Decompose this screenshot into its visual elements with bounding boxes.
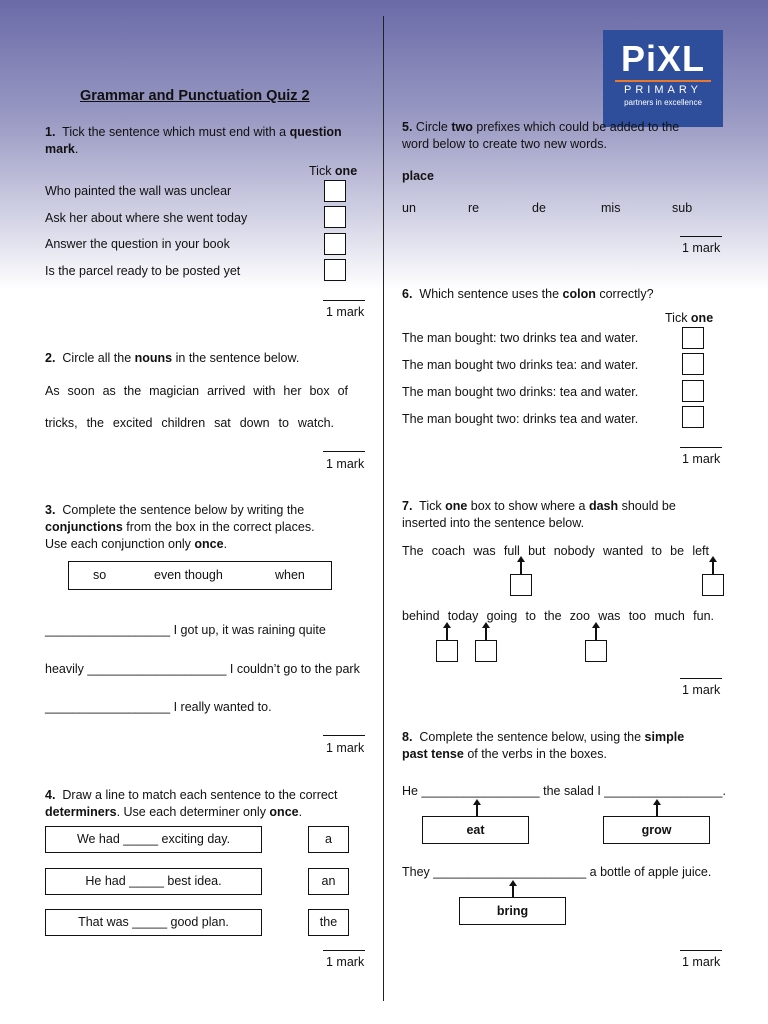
q5-text: Circle	[415, 120, 452, 134]
q6-tick-box[interactable]	[682, 406, 704, 428]
q4-prompt	[45, 787, 365, 821]
q1-tick-box[interactable]	[324, 180, 346, 202]
q4-text-end: .	[298, 805, 303, 819]
q3-line2[interactable]: heavily ____________________ I couldn’t go to the park	[45, 662, 360, 676]
q4-determiner-box[interactable]	[308, 826, 349, 853]
q1-number: 1.	[45, 125, 56, 139]
q8-verb: bring	[496, 904, 529, 918]
q2-sentence-line1[interactable]: As soon as the magician arrived with her box of	[45, 384, 348, 398]
q7-arrow	[485, 627, 487, 640]
q6-tick-one-label	[665, 311, 713, 325]
q3-mark: 1 mark	[326, 741, 365, 755]
q7-sentence-line1: The coach was full but nobody wanted to be left	[402, 544, 709, 558]
logo-name: PiXL	[620, 38, 705, 79]
q2-mark-line	[323, 451, 365, 452]
q8-prompt	[402, 729, 732, 763]
column-divider	[383, 16, 384, 1001]
q1-option: Is the parcel ready to be posted yet	[45, 264, 241, 278]
q4-determiner: the	[319, 915, 338, 929]
logo-rule	[615, 80, 711, 82]
q8-verb-box	[422, 816, 529, 844]
q8-verb: grow	[641, 823, 672, 837]
q4-determiner-box[interactable]	[308, 909, 349, 936]
q1-tick-box[interactable]	[324, 206, 346, 228]
q6-mark: 1 mark	[682, 452, 721, 466]
q7-tick-box[interactable]	[585, 640, 607, 662]
q6-prompt	[402, 287, 654, 301]
q8-number: 8.	[402, 730, 413, 744]
q5-prefix[interactable]: mis	[601, 201, 621, 215]
q4-sentence: We had _____ exciting day.	[76, 832, 231, 846]
q1-option: Ask her about where she went today	[45, 211, 248, 225]
q8-mark: 1 mark	[682, 955, 721, 969]
q8-arrow	[656, 804, 658, 816]
q8-verb-box	[459, 897, 566, 925]
q5-prefix[interactable]: sub	[672, 201, 693, 215]
q7-text-2: box to show where a	[467, 499, 589, 513]
page-title: Grammar and Punctuation Quiz 2	[80, 88, 310, 104]
q6-option: The man bought two: drinks tea and water.	[402, 412, 639, 426]
q2-sentence-line2[interactable]: tricks, the excited children sat down to watch.	[45, 416, 334, 430]
q1-text-end: .	[74, 142, 79, 156]
q5-word: place	[402, 169, 434, 183]
q6-mark-line	[680, 447, 722, 448]
q6-keyword: colon	[562, 287, 596, 301]
q2-prompt	[45, 351, 299, 365]
q8-verb-box	[603, 816, 710, 844]
q7-arrow	[520, 561, 522, 574]
q4-determiner-box[interactable]	[308, 868, 349, 895]
q5-text-3: word below to create two new words.	[402, 137, 607, 151]
q4-sentence-box[interactable]	[45, 826, 262, 853]
q3-text-2: from the box in the correct places.	[122, 520, 315, 534]
q5-prompt	[402, 119, 732, 153]
q4-determiner: a	[325, 832, 332, 846]
pixl-logo	[603, 30, 723, 127]
q7-keyword-one: one	[445, 499, 468, 513]
q8-text: Complete the sentence below, using the	[419, 730, 645, 744]
q1-mark-line	[323, 300, 365, 301]
q2-number: 2.	[45, 351, 56, 365]
q1-keyword: question mark	[45, 125, 342, 156]
q8-keyword-simple: simple	[644, 730, 685, 744]
q3-keyword: conjunctions	[45, 520, 123, 534]
q1-prompt	[45, 124, 365, 158]
q2-text-end: in the sentence below.	[172, 351, 300, 365]
q4-mark-line	[323, 950, 365, 951]
q7-number: 7.	[402, 499, 413, 513]
q7-tick-box[interactable]	[702, 574, 724, 596]
q4-mark: 1 mark	[326, 955, 365, 969]
q6-number: 6.	[402, 287, 413, 301]
q7-tick-box[interactable]	[436, 640, 458, 662]
q7-mark: 1 mark	[682, 683, 721, 697]
q1-text: Tick the sentence which must end with a	[62, 125, 290, 139]
q3-number: 3.	[45, 503, 56, 517]
q4-determiner: an	[321, 874, 336, 888]
q6-option: The man bought two drinks: tea and water.	[402, 385, 639, 399]
q4-text: Draw a line to match each sentence to the correct	[62, 788, 338, 802]
q7-tick-box[interactable]	[510, 574, 532, 596]
q1-tick-box[interactable]	[324, 259, 346, 281]
q6-option: The man bought: two drinks tea and water.	[402, 331, 639, 345]
q7-sentence-line2: behind today going to the zoo was too much fun.	[402, 609, 714, 623]
q4-sentence-box[interactable]	[45, 909, 262, 936]
q5-text-2: prefixes which could be added to the	[472, 120, 680, 134]
q6-tick-box[interactable]	[682, 353, 704, 375]
tick-label: Tick	[309, 164, 335, 178]
tick-label: Tick	[665, 311, 691, 325]
q3-word: so	[93, 568, 107, 582]
q3-text-end: .	[223, 537, 228, 551]
q8-arrow	[512, 885, 514, 897]
q5-mark: 1 mark	[682, 241, 721, 255]
q1-option: Answer the question in your book	[45, 237, 230, 251]
q7-arrow	[595, 627, 597, 640]
q3-mark-line	[323, 735, 365, 736]
q8-line1[interactable]: He _________________ the salad I _________________.	[402, 784, 726, 798]
q2-text: Circle all the	[62, 351, 135, 365]
q8-verb: eat	[466, 823, 485, 837]
q5-keyword: two	[451, 120, 473, 134]
q1-option: Who painted the wall was unclear	[45, 184, 232, 198]
q8-text-2: of the verbs in the boxes.	[463, 747, 607, 761]
q1-tick-box[interactable]	[324, 233, 346, 255]
q6-option: The man bought two drinks tea: and water.	[402, 358, 639, 372]
q3-word: when	[275, 568, 305, 582]
q3-prompt	[45, 502, 345, 553]
q6-text-end: correctly?	[595, 287, 654, 301]
q1-tick-one-label	[309, 164, 357, 178]
tick-one-bold: one	[334, 164, 358, 178]
q5-prefix[interactable]: de	[532, 201, 546, 215]
q3-line1[interactable]: __________________ I got up, it was raining quite	[45, 623, 326, 637]
q2-mark: 1 mark	[326, 457, 365, 471]
q3-word: even though	[154, 568, 223, 582]
q3-line3[interactable]: __________________ I really wanted to.	[45, 700, 272, 714]
q5-number: 5.	[402, 120, 413, 134]
q5-prefix[interactable]: un	[402, 201, 416, 215]
logo-sub: PRIMARY	[624, 84, 702, 96]
q8-mark-line	[680, 950, 722, 951]
q4-keyword: determiners	[45, 805, 117, 819]
q6-text: Which sentence uses the	[419, 287, 563, 301]
q2-keyword: nouns	[134, 351, 173, 365]
q3-text-3: Use each conjunction only	[45, 537, 195, 551]
tick-one-bold: one	[690, 311, 714, 325]
q4-sentence-box[interactable]	[45, 868, 262, 895]
q3-text: Complete the sentence below by writing the	[62, 503, 305, 517]
q8-arrow	[476, 804, 478, 816]
q1-mark: 1 mark	[326, 305, 365, 319]
q7-mark-line	[680, 678, 722, 679]
q5-mark-line	[680, 236, 722, 237]
q7-text-4: inserted into the sentence below.	[402, 516, 585, 530]
q6-tick-box[interactable]	[682, 327, 704, 349]
q7-tick-box[interactable]	[475, 640, 497, 662]
q4-keyword-once: once	[269, 805, 299, 819]
q8-keyword-past-tense: past tense	[402, 747, 464, 761]
q6-tick-box[interactable]	[682, 380, 704, 402]
q7-arrow	[446, 627, 448, 640]
q8-line2[interactable]: They ______________________ a bottle of apple juice.	[402, 865, 712, 879]
logo-tagline: partners in excellence	[624, 98, 702, 107]
q4-sentence: That was _____ good plan.	[78, 915, 229, 929]
q7-text: Tick	[419, 499, 446, 513]
q7-prompt	[402, 498, 732, 532]
q7-arrow	[712, 561, 714, 574]
q4-text-2: . Use each determiner only	[116, 805, 270, 819]
q4-sentence: He had _____ best idea.	[85, 874, 222, 888]
q7-keyword-dash: dash	[588, 499, 619, 513]
q5-prefix[interactable]: re	[468, 201, 480, 215]
q7-text-3: should be	[618, 499, 676, 513]
q3-keyword-once: once	[194, 537, 224, 551]
q4-number: 4.	[45, 788, 56, 802]
